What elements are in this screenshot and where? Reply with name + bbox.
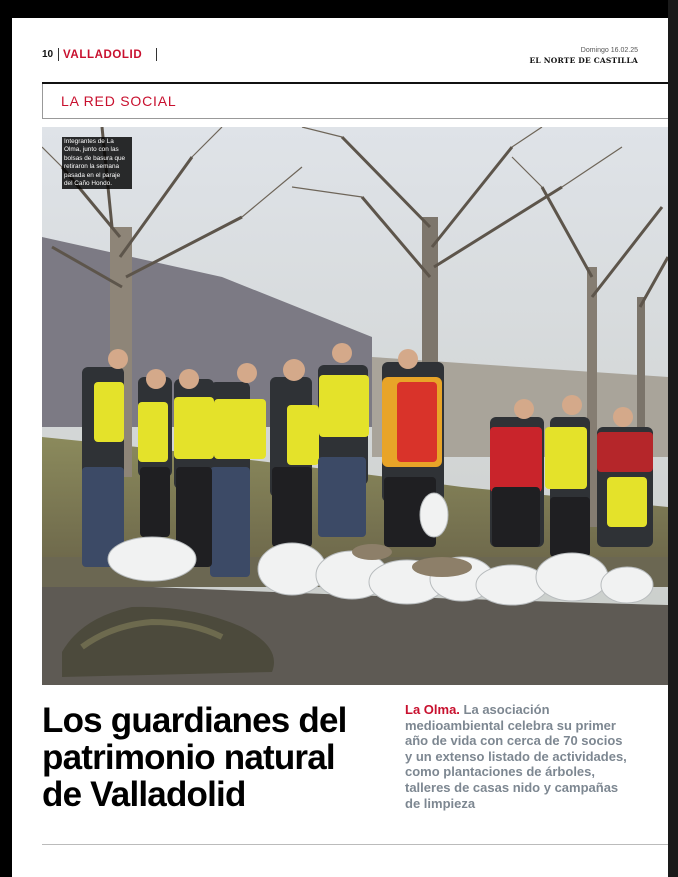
masthead: EL NORTE DE CASTILLA bbox=[529, 56, 638, 65]
page-edge bbox=[668, 0, 678, 877]
photo-illustration bbox=[42, 127, 668, 685]
issue-date: Domingo 16.02.25 bbox=[580, 47, 638, 54]
section-label: VALLADOLID bbox=[63, 49, 143, 61]
article-deck bbox=[405, 702, 630, 811]
divider bbox=[156, 48, 157, 61]
kicker-box bbox=[42, 84, 668, 119]
headline: Los guardianes del patrimonio natural de Valladolid bbox=[42, 701, 347, 814]
page-number: 10 bbox=[42, 49, 54, 60]
newspaper-page bbox=[12, 18, 668, 877]
article-photo bbox=[42, 127, 668, 685]
bottom-rule bbox=[42, 844, 668, 845]
kicker-label: LA RED SOCIAL bbox=[61, 93, 177, 109]
deck-lead: La Olma. bbox=[405, 702, 460, 717]
divider bbox=[58, 48, 59, 61]
deck-text: La asociación medioambiental celebra su primer año de vida con cerca de 70 socios y un extenso listado de actividades, como plantaciones de árboles, talleres de casas nido y campañas de limpieza bbox=[405, 702, 627, 811]
photo-caption: Integrantes de La Olma, junto con las bolsas de basura que retiraron la semana pasada en el paraje del Caño Hondo. bbox=[62, 137, 132, 189]
